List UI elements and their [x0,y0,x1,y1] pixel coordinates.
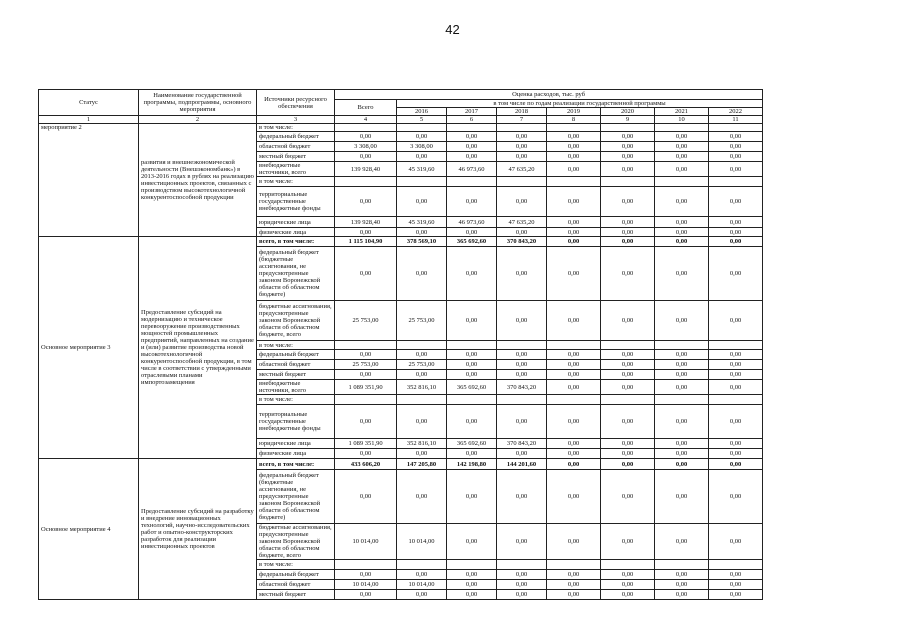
funding-source: местный бюджет [257,152,335,162]
value-year: 0,00 [447,524,497,560]
value-year [397,395,447,405]
funding-source: внебюджетные источники, всего [257,162,335,177]
value-year [397,560,447,570]
value-year: 0,00 [497,152,547,162]
value-year: 0,00 [601,449,655,459]
value-total [335,177,397,187]
value-year: 0,00 [655,350,709,360]
value-total: 139 928,40 [335,217,397,228]
value-year: 0,00 [601,580,655,590]
column-number: 10 [655,116,709,124]
value-total: 0,00 [335,370,397,380]
header-status: Статус [39,90,139,116]
value-year [397,124,447,132]
value-year: 0,00 [655,162,709,177]
column-number: 6 [447,116,497,124]
value-year: 0,00 [655,370,709,380]
value-year: 0,00 [709,162,763,177]
value-year: 0,00 [547,370,601,380]
value-year: 47 635,20 [497,217,547,228]
value-year: 46 973,60 [447,162,497,177]
value-year: 0,00 [709,217,763,228]
value-year: 0,00 [547,570,601,580]
funding-source: областной бюджет [257,360,335,370]
header-total: Всего [335,100,397,116]
value-year: 0,00 [547,247,601,301]
funding-source: федеральный бюджет (бюджетные ассигнования, не предусмотренные законом Воронежской области об областном бюджете) [257,247,335,301]
value-year: 0,00 [397,152,447,162]
value-year: 0,00 [601,439,655,449]
value-total: 0,00 [335,590,397,600]
value-year: 0,00 [447,350,497,360]
funding-source: всего, в том числе: [257,237,335,247]
value-year: 0,00 [655,237,709,247]
value-total: 25 753,00 [335,301,397,341]
column-number: 2 [139,116,257,124]
value-year [547,341,601,350]
value-year: 0,00 [547,228,601,237]
value-year [655,124,709,132]
value-year [601,560,655,570]
value-year: 0,00 [601,237,655,247]
value-year: 0,00 [655,380,709,395]
value-year [497,341,547,350]
value-year: 365 692,60 [447,380,497,395]
value-year: 0,00 [709,247,763,301]
value-year [709,177,763,187]
value-year: 0,00 [601,217,655,228]
value-year: 0,00 [447,580,497,590]
value-total: 1 089 351,90 [335,439,397,449]
value-total: 25 753,00 [335,360,397,370]
value-year: 25 753,00 [397,301,447,341]
value-total: 0,00 [335,152,397,162]
value-total: 1 089 351,90 [335,380,397,395]
column-number: 9 [601,116,655,124]
column-number: 1 [39,116,139,124]
value-year: 142 198,80 [447,459,497,470]
value-year: 0,00 [601,524,655,560]
value-year: 0,00 [709,370,763,380]
value-year: 0,00 [397,405,447,439]
value-year: 0,00 [497,449,547,459]
funding-source: в том числе: [257,395,335,405]
funding-source: федеральный бюджет [257,350,335,360]
value-year: 0,00 [655,187,709,217]
value-year [497,560,547,570]
value-year: 0,00 [547,439,601,449]
value-total: 0,00 [335,350,397,360]
value-year: 0,00 [601,162,655,177]
status-cell: Основное мероприятие 3 [39,237,139,459]
value-year: 0,00 [655,217,709,228]
value-year: 0,00 [655,405,709,439]
header-estimate: Оценка расходов, тыс. руб [335,90,763,100]
value-year: 0,00 [497,350,547,360]
value-year: 0,00 [497,524,547,560]
value-year [655,560,709,570]
value-year: 0,00 [709,228,763,237]
value-year: 10 014,00 [397,524,447,560]
value-year: 0,00 [497,590,547,600]
value-year: 0,00 [447,405,497,439]
value-year: 0,00 [497,470,547,524]
value-year: 0,00 [547,162,601,177]
header-year: 2016 [397,108,447,116]
value-year: 0,00 [655,570,709,580]
value-total: 139 928,40 [335,162,397,177]
value-year: 0,00 [547,470,601,524]
value-year: 0,00 [601,142,655,152]
value-year: 45 319,60 [397,162,447,177]
value-year [547,124,601,132]
value-year: 0,00 [601,152,655,162]
funding-source: местный бюджет [257,370,335,380]
value-year: 0,00 [497,132,547,142]
value-year: 0,00 [547,301,601,341]
funding-source: в том числе: [257,124,335,132]
value-year [547,177,601,187]
value-year: 0,00 [601,360,655,370]
value-year: 0,00 [709,459,763,470]
value-year: 0,00 [497,142,547,152]
value-year: 0,00 [497,228,547,237]
value-year: 0,00 [547,524,601,560]
value-total: 10 014,00 [335,524,397,560]
funding-source: бюджетные ассигнования, предусмотренные законом Воронежской области об областном бюджете, всего [257,524,335,560]
column-number: 3 [257,116,335,124]
value-year [709,124,763,132]
value-year: 0,00 [547,405,601,439]
value-year: 0,00 [709,590,763,600]
value-year: 147 205,80 [397,459,447,470]
value-year [601,177,655,187]
value-year: 0,00 [447,370,497,380]
value-year: 0,00 [655,301,709,341]
value-year: 0,00 [655,247,709,301]
value-total: 0,00 [335,570,397,580]
value-year [709,341,763,350]
column-number: 8 [547,116,601,124]
header-sources: Источники ресурсного обеспечения [257,90,335,116]
value-year [447,124,497,132]
value-year: 0,00 [397,449,447,459]
table-row [39,459,763,470]
value-year: 0,00 [601,370,655,380]
resource-table [38,89,763,600]
status-cell: Основное мероприятие 4 [39,459,139,600]
value-year: 0,00 [397,470,447,524]
value-year: 0,00 [601,380,655,395]
value-year: 0,00 [709,524,763,560]
value-year: 0,00 [397,247,447,301]
table-row [39,237,763,247]
value-year: 0,00 [497,360,547,370]
funding-source: федеральный бюджет [257,132,335,142]
value-year: 0,00 [601,350,655,360]
column-number: 5 [397,116,447,124]
value-year [397,341,447,350]
value-year: 0,00 [709,380,763,395]
value-year: 0,00 [447,301,497,341]
value-year: 0,00 [601,301,655,341]
value-year [601,341,655,350]
value-year: 0,00 [709,301,763,341]
value-year: 0,00 [655,228,709,237]
value-year [547,395,601,405]
funding-source: в том числе: [257,341,335,350]
value-year: 365 692,60 [447,237,497,247]
table-row [39,124,763,132]
value-year [709,395,763,405]
value-year: 0,00 [397,570,447,580]
value-year: 365 692,60 [447,439,497,449]
value-year: 0,00 [447,247,497,301]
value-year [397,177,447,187]
value-year: 0,00 [547,449,601,459]
value-year [447,560,497,570]
funding-source: внебюджетные источники, всего [257,380,335,395]
value-year: 370 843,20 [497,380,547,395]
value-year: 0,00 [547,580,601,590]
value-total [335,341,397,350]
header-year: 2022 [709,108,763,116]
column-number: 4 [335,116,397,124]
funding-source: юридические лица [257,217,335,228]
value-year: 0,00 [547,217,601,228]
value-year: 0,00 [547,360,601,370]
value-year [547,560,601,570]
value-year: 0,00 [547,187,601,217]
value-year: 0,00 [601,570,655,580]
value-year: 370 843,20 [497,237,547,247]
value-year [447,341,497,350]
value-total: 0,00 [335,247,397,301]
value-year: 0,00 [447,470,497,524]
value-total [335,395,397,405]
value-year: 0,00 [655,470,709,524]
value-year [655,177,709,187]
value-year: 10 014,00 [397,580,447,590]
funding-source: федеральный бюджет [257,570,335,580]
value-year: 144 201,60 [497,459,547,470]
value-total: 0,00 [335,470,397,524]
value-year: 0,00 [447,570,497,580]
value-year: 25 753,00 [397,360,447,370]
value-year [497,395,547,405]
value-year [601,124,655,132]
value-year: 0,00 [497,405,547,439]
value-year: 0,00 [601,247,655,301]
funding-source: территориальные государственные внебюджетные фонды [257,405,335,439]
funding-source: всего, в том числе: [257,459,335,470]
value-total: 3 308,00 [335,142,397,152]
value-year: 0,00 [547,590,601,600]
value-year: 0,00 [709,360,763,370]
value-year: 0,00 [447,142,497,152]
value-year: 3 308,00 [397,142,447,152]
funding-source: юридические лица [257,439,335,449]
value-year: 0,00 [447,132,497,142]
funding-source: областной бюджет [257,580,335,590]
value-year: 45 319,60 [397,217,447,228]
value-year: 0,00 [709,132,763,142]
value-year: 0,00 [709,405,763,439]
value-year: 0,00 [601,470,655,524]
value-year: 0,00 [709,142,763,152]
funding-source: физические лица [257,449,335,459]
value-total [335,124,397,132]
value-year: 0,00 [447,152,497,162]
value-year: 0,00 [655,360,709,370]
value-total: 10 014,00 [335,580,397,590]
value-year: 0,00 [601,187,655,217]
header-year: 2017 [447,108,497,116]
funding-source: территориальные государственные внебюджетные фонды [257,187,335,217]
value-year: 0,00 [497,247,547,301]
value-year: 0,00 [547,459,601,470]
value-year: 0,00 [547,350,601,360]
value-year: 0,00 [709,470,763,524]
value-year: 0,00 [547,380,601,395]
value-year: 352 816,10 [397,380,447,395]
funding-source: областной бюджет [257,142,335,152]
value-year: 0,00 [709,237,763,247]
measure-description: Предоставление субсидий на разработку и внедрение инновационных технологий, научно-исследовательских работ и опытно-конструкторских разработок для реализации инвестиционных проектов [139,459,257,600]
measure-description: Предоставление субсидий на модернизацию и техническое перевооружение производственных мощностей промышленных предприятий, направленных на создание и (или) развитие производства новой высокотехнологичной конкурентоспособной продукции, в том числе в соответствии с утвержденными отраслевыми планами импортозамещения [139,237,257,459]
value-total: 0,00 [335,132,397,142]
value-year: 0,00 [601,132,655,142]
value-year [709,560,763,570]
value-year: 0,00 [497,570,547,580]
value-year: 0,00 [655,439,709,449]
value-year: 0,00 [447,228,497,237]
value-year: 0,00 [497,580,547,590]
value-year [655,395,709,405]
value-year: 0,00 [397,187,447,217]
value-year: 0,00 [497,301,547,341]
status-cell: мероприятие 2 [39,124,139,237]
value-year: 0,00 [447,360,497,370]
value-year: 0,00 [709,449,763,459]
value-year: 0,00 [447,590,497,600]
value-year: 0,00 [497,370,547,380]
value-year: 0,00 [601,459,655,470]
value-total [335,560,397,570]
value-year: 0,00 [709,187,763,217]
value-year: 0,00 [397,350,447,360]
value-year: 0,00 [709,152,763,162]
value-year: 0,00 [397,370,447,380]
header-year: 2019 [547,108,601,116]
value-year: 0,00 [447,187,497,217]
value-year: 0,00 [709,570,763,580]
value-year: 0,00 [397,132,447,142]
value-total: 0,00 [335,228,397,237]
value-year: 0,00 [397,590,447,600]
column-number: 11 [709,116,763,124]
value-total: 0,00 [335,449,397,459]
value-year: 352 816,10 [397,439,447,449]
value-year: 0,00 [655,449,709,459]
value-year: 0,00 [447,449,497,459]
header-year: 2021 [655,108,709,116]
value-year: 378 569,10 [397,237,447,247]
header-by-years: в том числе по годам реализации государственной программы [397,100,763,108]
value-year [447,177,497,187]
value-year: 0,00 [655,459,709,470]
funding-source: физические лица [257,228,335,237]
value-year: 46 973,60 [447,217,497,228]
value-year: 0,00 [601,405,655,439]
value-year: 0,00 [655,132,709,142]
measure-description: развития и внешнеэкономической деятельности (Внешэкономбанк») в 2013-2016 годах в рублях на реализацию инвестиционных проектов, связанных с производством высокотехнологичной конкурентоспособной продукции [139,124,257,237]
value-year: 0,00 [547,237,601,247]
header-name: Наименование государственной программы, подпрограммы, основного мероприятия [139,90,257,116]
funding-source: федеральный бюджет (бюджетные ассигнования, не предусмотренные законом Воронежской области об областном бюджете) [257,470,335,524]
funding-source: местный бюджет [257,590,335,600]
column-number: 7 [497,116,547,124]
value-year [601,395,655,405]
value-year: 0,00 [709,580,763,590]
funding-source: в том числе: [257,177,335,187]
value-year [655,341,709,350]
value-total: 0,00 [335,405,397,439]
value-year: 0,00 [655,580,709,590]
value-year: 0,00 [709,350,763,360]
value-year: 47 635,20 [497,162,547,177]
value-year: 0,00 [601,590,655,600]
value-year [497,177,547,187]
value-year: 0,00 [655,524,709,560]
value-total: 1 115 104,90 [335,237,397,247]
page-number: 42 [445,22,460,37]
value-year [497,124,547,132]
value-year: 0,00 [655,142,709,152]
value-year [447,395,497,405]
value-year: 0,00 [655,152,709,162]
value-year: 0,00 [497,187,547,217]
header-year: 2018 [497,108,547,116]
value-year: 0,00 [547,132,601,142]
value-year: 0,00 [601,228,655,237]
funding-source: в том числе: [257,560,335,570]
value-year: 0,00 [709,439,763,449]
value-year: 0,00 [547,142,601,152]
value-total: 433 606,20 [335,459,397,470]
header-year: 2020 [601,108,655,116]
value-total: 0,00 [335,187,397,217]
value-year: 0,00 [655,590,709,600]
value-year: 370 843,20 [497,439,547,449]
funding-source: бюджетные ассигнования, предусмотренные законом Воронежской области об областном бюджете, всего [257,301,335,341]
value-year: 0,00 [547,152,601,162]
value-year: 0,00 [397,228,447,237]
